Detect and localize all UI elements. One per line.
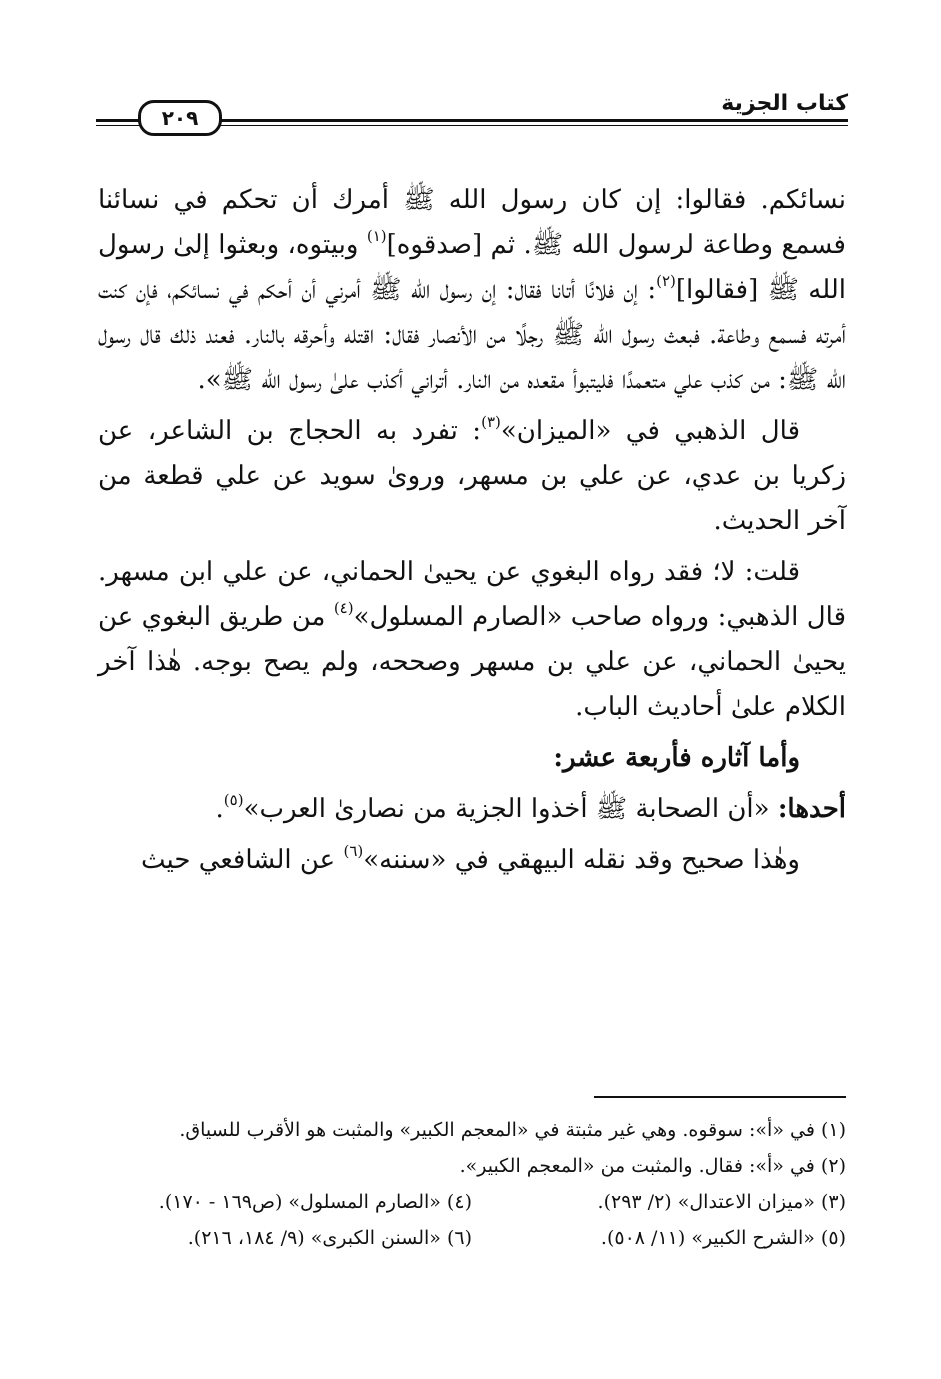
- section-heading: وأما آثاره فأربعة عشر:: [553, 743, 800, 773]
- footnote-ref-2: (٢): [656, 272, 676, 290]
- footnote-row: [98, 1184, 846, 1220]
- paragraph-4: [98, 787, 846, 832]
- item-label: أحدها:: [777, 794, 846, 824]
- text-run: .: [215, 794, 224, 824]
- footnote-5: (٥) «الشرح الكبير» (١١/ ٥٠٨).: [600, 1227, 846, 1249]
- book-title: كتاب الجزية: [711, 90, 848, 118]
- main-text: [98, 178, 846, 889]
- footnote-ref-5: (٥): [223, 791, 244, 809]
- footnotes: [98, 1112, 846, 1256]
- paragraph-1: [98, 178, 846, 403]
- paragraph-3: [98, 550, 846, 730]
- text-run: : إن فلانًا أتانا فقال: إن رسول الله ﷺ أمرني أن أحكم في نسائكم، فإن كنت أمرته فسمع وطاعة. فبعث رسول الله ﷺ رجلًا من الأنصار فقال: اقتله وأحرقه بالنار. فعند ذلك قال رسول الله ﷺ: من كذب علي متعمدًا فليتبوأ مقعده من النار. أتراني أكذب علىٰ رسول الله ﷺ».: [98, 275, 846, 395]
- text-run: وهٰذا صحيح وقد نقله البيهقي في «سننه»: [363, 845, 800, 875]
- footnote-4: (٤) «الصارم المسلول» (ص١٦٩ - ١٧٠).: [158, 1191, 472, 1213]
- text-run: وبيتوه، وبعثوا إلىٰ رسول الله ﷺ [فقالوا]: [98, 230, 846, 305]
- footnote-row: [98, 1220, 846, 1256]
- text-run: : تفرد به الحجاج بن الشاعر، عن زكريا بن عدي، عن علي بن مسهر، وروىٰ سويد عن علي قطعة من آخر الحديث.: [98, 416, 846, 536]
- footnote-1: (١) في «أ»: سوقوه. وهي غير مثبتة في «المعجم الكبير» والمثبت هو الأقرب للسياق.: [179, 1119, 846, 1141]
- footnote-ref-6: (٦): [343, 842, 364, 860]
- footnote-6: (٦) «السنن الكبرى» (٩/ ١٨٤، ٢١٦).: [187, 1227, 472, 1249]
- footnote-ref-3: (٣): [481, 413, 501, 431]
- text-run: قلت: لا؛ فقد رواه البغوي عن يحيىٰ الحماني، عن علي ابن مسهر. قال الذهبي: ورواه صاحب «الصارم المسلول»: [98, 557, 846, 632]
- footnote-separator: [594, 1096, 846, 1098]
- footnote-3: (٣) «ميزان الاعتدال» (٢/ ٢٩٣).: [597, 1191, 846, 1213]
- text-run: عن الشافعي حيث: [141, 845, 344, 875]
- footnote-ref-4: (٤): [333, 599, 354, 617]
- text-run: من طريق البغوي عن يحيىٰ الحماني، عن علي بن مسهر وصححه، ولم يصح بوجه. هٰذا آخر الكلام علىٰ أحاديث الباب.: [98, 602, 846, 722]
- text-run: قال الذهبي في «الميزان»: [500, 416, 800, 446]
- text-run: نسائكم. فقالوا: إن كان رسول الله ﷺ أمرك أن تحكم في نسائنا فسمع وطاعة لرسول الله ﷺ. ثم [صدقوه]: [98, 185, 846, 260]
- page-number: ٢٠٩: [138, 100, 222, 136]
- text-run: «أن الصحابة ﷺ أخذوا الجزية من نصارىٰ العرب»: [243, 794, 778, 824]
- footnote-2: (٢) في «أ»: فقال. والمثبت من «المعجم الكبير».: [459, 1155, 846, 1177]
- paragraph-2: [98, 409, 846, 544]
- paragraph-5: [98, 838, 846, 883]
- running-header: [96, 88, 848, 138]
- footnote-ref-1: (١): [366, 227, 387, 245]
